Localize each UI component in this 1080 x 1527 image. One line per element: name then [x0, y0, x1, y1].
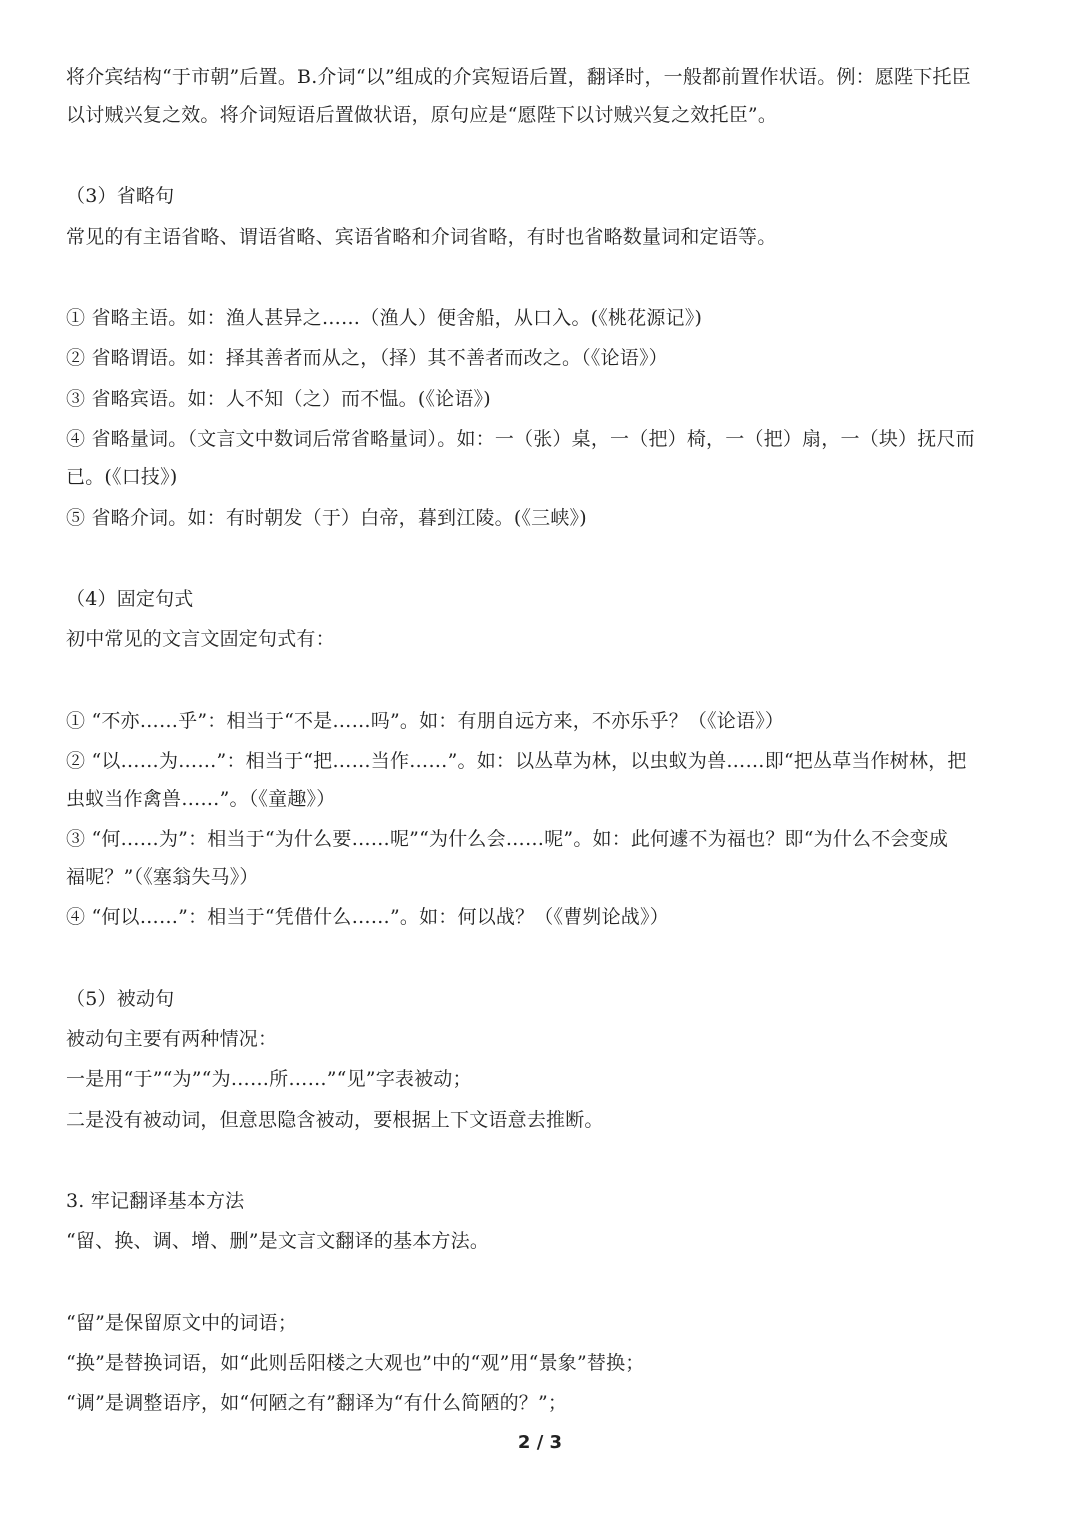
section-heading: （3）省略句	[66, 185, 175, 207]
list-item: ⑤ 省略介词。如：有时朝发（于）白帝，暮到江陵。(《三峡》)	[66, 507, 587, 529]
section-heading: （5）被动句	[66, 988, 175, 1010]
text-line: 二是没有被动词，但意思隐含被动，要根据上下文语意去推断。	[66, 1109, 604, 1131]
list-item: ① 省略主语。如：渔人甚异之……（渔人）便舍船，从口入。(《桃花源记》)	[66, 307, 703, 329]
list-item: ① “不亦……乎”：相当于“不是……吗”。如：有朋自远方来，不亦乐乎？（《论语》）	[66, 710, 785, 732]
text-line: 常见的有主语省略、谓语省略、宾语省略和介词省略，有时也省略数量词和定语等。	[66, 226, 777, 248]
section-heading: （4）固定句式	[66, 588, 194, 610]
list-item: ② “以……为……”：相当于“把……当作……”。如：以丛草为林，以虫蚁为兽……即“把丛草当作树林，把	[66, 750, 967, 772]
list-item-continued: 虫蚁当作禽兽……”。（《童趣》）	[66, 788, 336, 810]
text-line: “留”是保留原文中的词语；	[66, 1312, 298, 1334]
list-item: ④ 省略量词。（文言文中数词后常省略量词）。如：一（张）桌，一（把）椅，一（把）扇，一（块）抚尺而	[66, 428, 975, 450]
text-line: “留、换、调、增、删”是文言文翻译的基本方法。	[66, 1230, 490, 1252]
page-number: 2 / 3	[517, 1432, 563, 1453]
text-line: 被动句主要有两种情况：	[66, 1028, 278, 1050]
text-line: “调”是调整语序，如“何陋之有”翻译为“有什么简陋的？”；	[66, 1392, 568, 1414]
text-line: “换”是替换词语，如“此则岳阳楼之大观也”中的“观”用“景象”替换；	[66, 1352, 645, 1374]
list-item: ③ 省略宾语。如：人不知（之）而不愠。(《论语》)	[66, 388, 491, 410]
list-item-continued: 已。(《口技》)	[66, 466, 178, 488]
list-item: ② 省略谓语。如：择其善者而从之，（择）其不善者而改之。（《论语》）	[66, 347, 668, 369]
text-line: 将介宾结构“于市朝”后置。B.介词“以”组成的介宾短语后置，翻译时，一般都前置作状语。例：愿陛下托臣	[66, 66, 971, 88]
text-line: 一是用“于”“为”“为……所……”“见”字表被动；	[66, 1068, 472, 1090]
section-heading: 3. 牢记翻译基本方法	[66, 1190, 245, 1212]
text-line: 以讨贼兴复之效。将介词短语后置做状语，原句应是“愿陛下以讨贼兴复之效托臣”。	[66, 104, 778, 126]
list-item-continued: 福呢？”（《塞翁失马》）	[66, 866, 259, 888]
list-item: ③ “何……为”：相当于“为什么要……呢”“为什么会……呢”。如：此何遽不为福也？即“为什么不会变成	[66, 828, 949, 850]
text-line: 初中常见的文言文固定句式有：	[66, 628, 335, 650]
list-item: ④ “何以……”：相当于“凭借什么……”。如：何以战？（《曹刿论战》）	[66, 906, 669, 928]
